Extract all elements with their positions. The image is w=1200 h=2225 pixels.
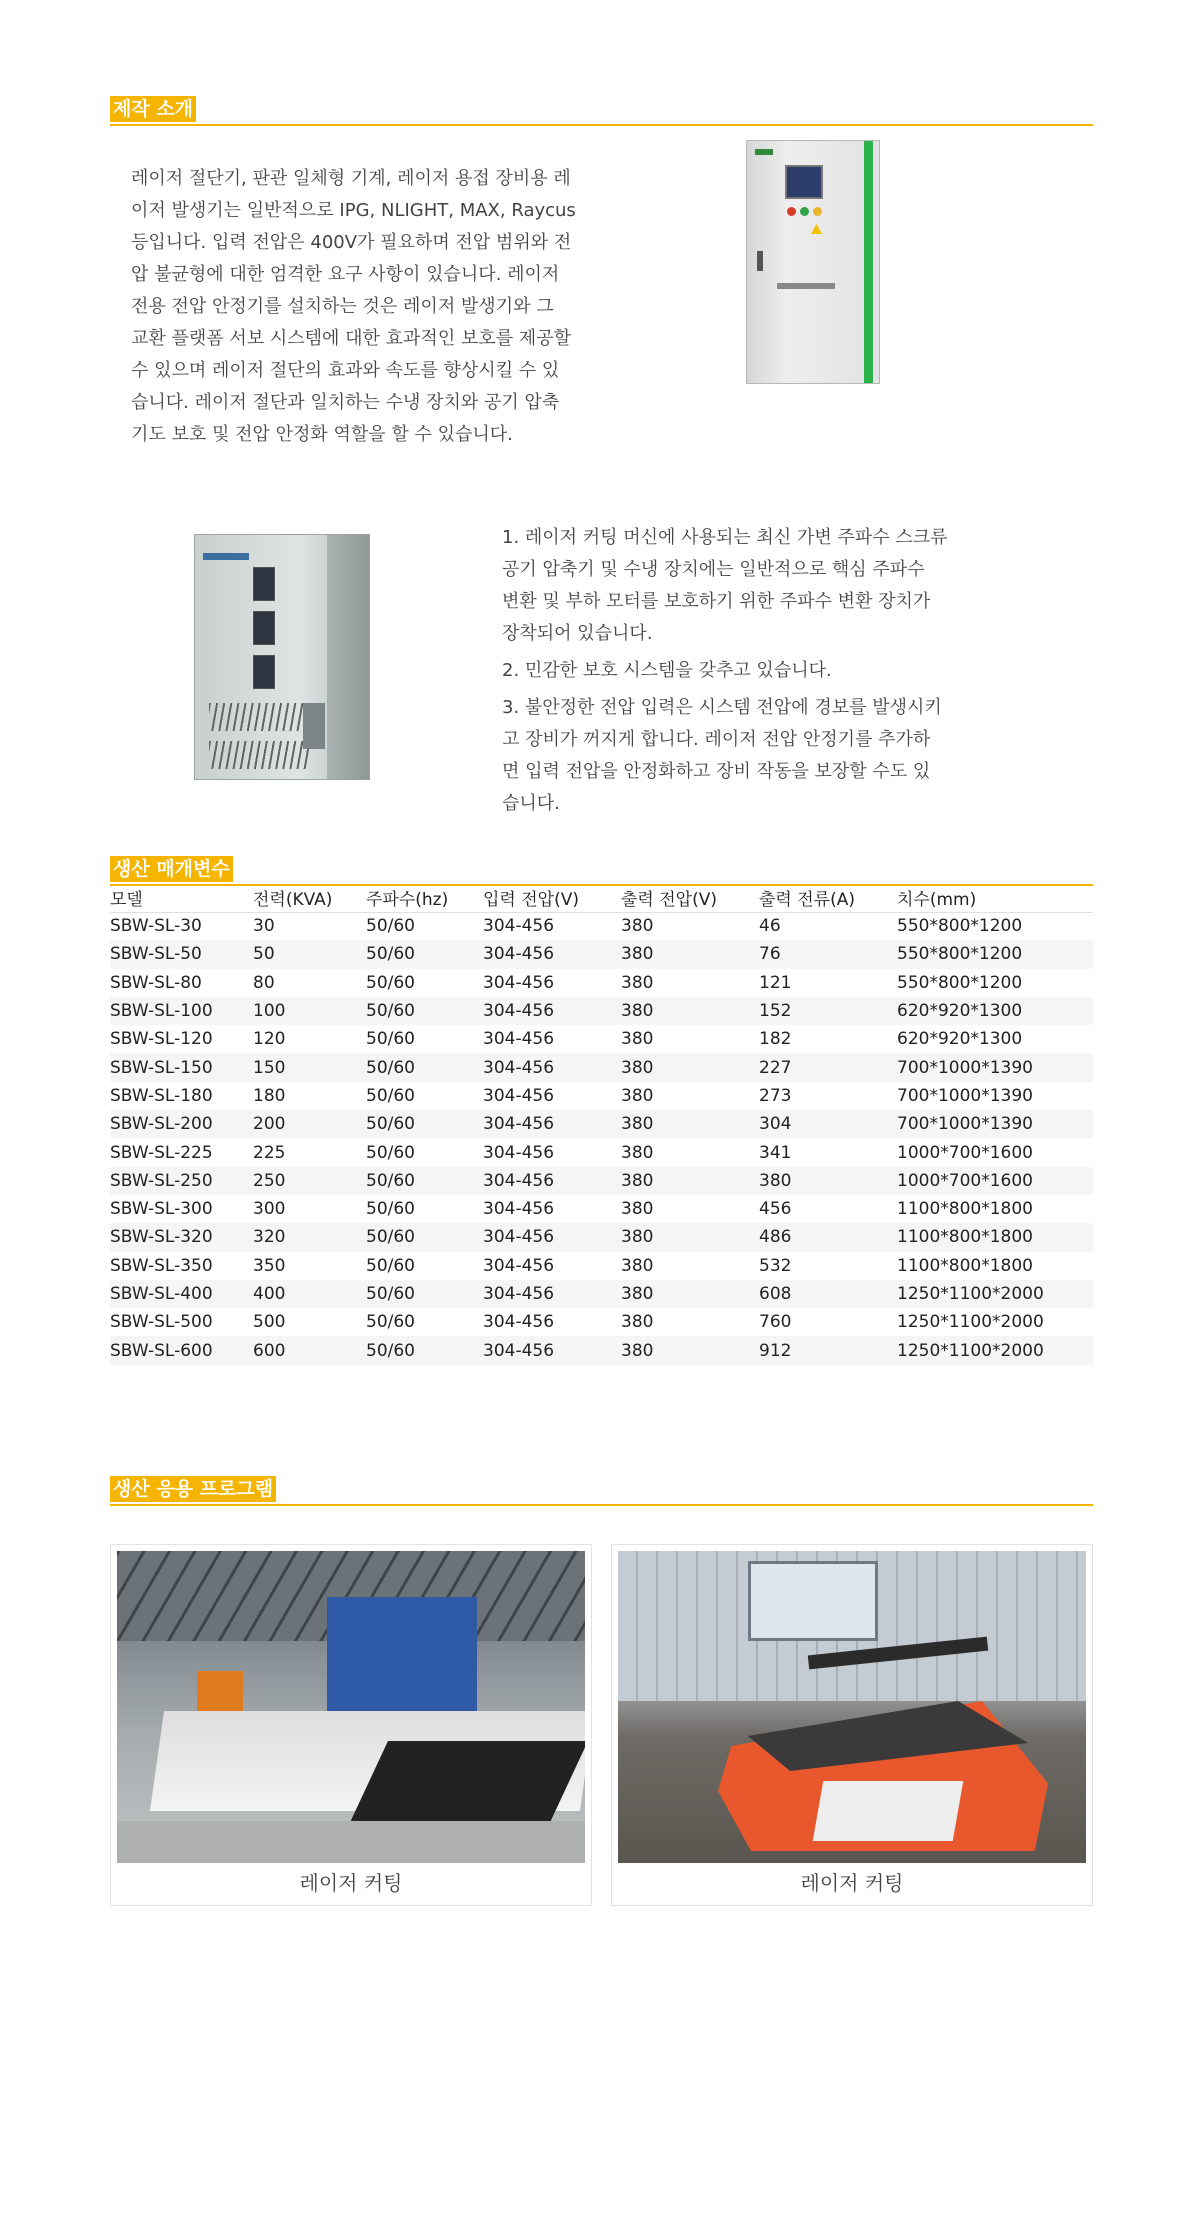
table-cell: 304-456: [483, 1167, 621, 1195]
table-row: [110, 1110, 1093, 1138]
table-cell: 46: [759, 916, 781, 937]
feature-item: 2. 민감한 보호 시스템을 갖추고 있습니다.: [502, 660, 832, 681]
intro-line: 교환 플랫폼 서보 시스템에 대한 효과적인 보호를 제공할: [131, 328, 571, 349]
table-cell: SBW-SL-100: [110, 997, 253, 1025]
table-cell: 1250*1100*2000: [897, 1336, 1093, 1364]
table-cell: 304-456: [483, 1085, 555, 1106]
column-header: 주파수(hz): [366, 884, 483, 912]
table-body: [110, 912, 1093, 1365]
yellow-indicator-icon: [813, 207, 822, 216]
table-cell: 50/60: [366, 1110, 483, 1138]
table-cell: 100: [253, 997, 366, 1025]
table-cell: 550*800*1200: [897, 916, 1023, 937]
table-cell: 273: [759, 1085, 792, 1106]
brand-logo-icon: [755, 149, 773, 155]
table-cell: 50/60: [366, 1223, 483, 1251]
table-cell: 1100*800*1800: [897, 1223, 1093, 1251]
applications-heading: 생산 응용 프로그램: [110, 1476, 276, 1502]
table-cell: 700*1000*1390: [897, 1085, 1033, 1106]
table-cell: SBW-SL-600: [110, 1336, 253, 1364]
table-cell: 380: [621, 1336, 759, 1364]
table-cell: 620*920*1300: [897, 1029, 1023, 1050]
feature-line: 습니다.: [502, 793, 560, 814]
table-cell: 50/60: [366, 1053, 483, 1081]
table-cell: 912: [759, 1336, 897, 1364]
green-indicator-icon: [800, 207, 809, 216]
features-list: [502, 522, 1002, 825]
table-cell: SBW-SL-225: [110, 1142, 213, 1163]
meter-icon: [253, 567, 275, 601]
table-cell: 380: [621, 1312, 654, 1333]
application-card: [611, 1544, 1093, 1906]
laser-cutting-photo: [117, 1551, 585, 1863]
table-cell: 50/60: [366, 1312, 415, 1333]
table-row: [110, 912, 1093, 940]
table-cell: SBW-SL-250: [110, 1167, 253, 1195]
table-cell: 550*800*1200: [897, 940, 1093, 968]
column-header: 치수(mm): [897, 884, 1093, 912]
table-cell: 1100*800*1800: [897, 1199, 1033, 1220]
table-cell: SBW-SL-350: [110, 1255, 213, 1276]
table-cell: SBW-SL-200: [110, 1110, 253, 1138]
intro-line: 이저 발생기는 일반적으로 IPG, NLIGHT, MAX, Raycus: [131, 200, 576, 221]
table-cell: 1250*1100*2000: [897, 1280, 1093, 1308]
column-header: 전력(KVA): [253, 884, 366, 912]
table-cell: 380: [621, 1029, 654, 1050]
table-cell: 227: [759, 1053, 897, 1081]
table-cell: 304-456: [483, 916, 555, 937]
table-cell: 304-456: [483, 972, 555, 993]
table-cell: 50/60: [366, 1199, 415, 1220]
cutting-bed-panel: [346, 1741, 585, 1831]
table-cell: SBW-SL-180: [110, 1085, 213, 1106]
table-cell: 486: [759, 1223, 897, 1251]
intro-line: 등입니다. 입력 전압은 400V가 필요하며 전압 범위와 전: [131, 232, 572, 253]
voltage-stabilizer-cabinet-image: [746, 140, 880, 384]
intro-heading: 제작 소개: [110, 96, 196, 122]
table-cell: 380: [621, 940, 759, 968]
table-cell: 380: [621, 1053, 759, 1081]
table-cell: 180: [253, 1085, 286, 1106]
table-cell: 50/60: [366, 1167, 483, 1195]
factory-floor: [117, 1821, 585, 1863]
table-row: [110, 1167, 1093, 1195]
table-cell: SBW-SL-30: [110, 916, 202, 937]
red-indicator-icon: [787, 207, 796, 216]
table-cell: 304-456: [483, 1223, 621, 1251]
table-cell: SBW-SL-500: [110, 1312, 213, 1333]
table-cell: 600: [253, 1336, 366, 1364]
table-cell: 700*1000*1390: [897, 1053, 1093, 1081]
stabilizer-cabinet-image: [194, 534, 370, 780]
intro-section-header: [110, 96, 1093, 126]
table-cell: 380: [621, 997, 759, 1025]
table-cell: 200: [253, 1110, 366, 1138]
table-cell: 304-456: [483, 1199, 555, 1220]
table-cell: 225: [253, 1142, 286, 1163]
table-row: [110, 1280, 1093, 1308]
feature-item: [502, 692, 1002, 820]
table-row: [110, 969, 1093, 997]
params-section-header: [110, 856, 1093, 886]
table-cell: 304-456: [483, 1110, 621, 1138]
table-cell: 1000*700*1600: [897, 1142, 1033, 1163]
table-cell: 320: [253, 1223, 366, 1251]
table-cell: 341: [759, 1142, 792, 1163]
application-caption: 레이저 커팅: [800, 1871, 904, 1895]
column-header: 모델: [110, 884, 253, 912]
machine-panel: [813, 1781, 964, 1841]
table-cell: 50/60: [366, 972, 415, 993]
feature-line: 공기 압축기 및 수냉 장치에는 일반적으로 핵심 주파수: [502, 559, 925, 580]
table-cell: 304-456: [483, 940, 621, 968]
table-cell: SBW-SL-400: [110, 1280, 253, 1308]
feature-line: 3. 불안정한 전압 입력은 시스템 전압에 경보를 발생시키: [502, 697, 942, 718]
table-cell: 250: [253, 1167, 366, 1195]
table-cell: 304-456: [483, 997, 621, 1025]
vent-grille-icon: [209, 703, 309, 731]
table-cell: 50/60: [366, 940, 483, 968]
vent-grille-icon: [209, 741, 309, 769]
table-cell: 500: [253, 1312, 286, 1333]
table-cell: 304-456: [483, 1255, 555, 1276]
meter-icon: [253, 655, 275, 689]
params-table: [110, 884, 1093, 1365]
table-row: [110, 1308, 1093, 1336]
table-cell: 760: [759, 1312, 792, 1333]
table-header-row: [110, 884, 1093, 912]
column-header: 입력 전압(V): [483, 884, 621, 912]
table-cell: 50/60: [366, 1085, 415, 1106]
application-card: [110, 1544, 592, 1906]
table-cell: 304-456: [483, 1280, 621, 1308]
table-cell: SBW-SL-50: [110, 940, 253, 968]
table-row: [110, 997, 1093, 1025]
table-cell: 380: [621, 1110, 759, 1138]
table-cell: 50/60: [366, 1029, 415, 1050]
table-cell: 50/60: [366, 1142, 415, 1163]
table-cell: 700*1000*1390: [897, 1110, 1093, 1138]
touch-screen-icon: [785, 165, 823, 199]
factory-window: [748, 1561, 878, 1641]
table-cell: 304-456: [483, 1312, 555, 1333]
table-cell: 182: [759, 1029, 792, 1050]
table-cell: 608: [759, 1280, 897, 1308]
intro-line: 레이저 절단기, 판관 일체형 기계, 레이저 용접 장비용 레: [131, 168, 571, 189]
table-cell: 380: [621, 1167, 759, 1195]
access-panel-icon: [303, 703, 325, 749]
laser-cutting-photo: [618, 1551, 1086, 1863]
table-cell: 380: [621, 1223, 759, 1251]
meter-icon: [253, 611, 275, 645]
table-cell: 304-456: [483, 1053, 621, 1081]
table-cell: 350: [253, 1255, 286, 1276]
table-cell: 1000*700*1600: [897, 1167, 1093, 1195]
machine-housing: [327, 1597, 477, 1727]
table-cell: 400: [253, 1280, 366, 1308]
table-row: [110, 1025, 1093, 1053]
table-cell: 1250*1100*2000: [897, 1312, 1044, 1333]
table-cell: 150: [253, 1053, 366, 1081]
door-handle-icon: [757, 251, 763, 271]
table-cell: 50/60: [366, 997, 483, 1025]
table-cell: SBW-SL-120: [110, 1029, 213, 1050]
table-cell: SBW-SL-80: [110, 972, 202, 993]
table-cell: 152: [759, 997, 897, 1025]
table-cell: 50/60: [366, 1280, 483, 1308]
column-header: 출력 전압(V): [621, 884, 759, 912]
table-cell: 1100*800*1800: [897, 1255, 1033, 1276]
table-cell: 80: [253, 972, 275, 993]
table-cell: SBW-SL-150: [110, 1053, 253, 1081]
table-cell: 380: [759, 1167, 897, 1195]
table-cell: 50/60: [366, 1255, 415, 1276]
applications-section-header: [110, 1476, 1093, 1506]
table-cell: 380: [621, 1142, 654, 1163]
table-cell: 50/60: [366, 1336, 483, 1364]
application-caption: 레이저 커팅: [299, 1871, 403, 1895]
feature-item: [502, 522, 1002, 650]
table-cell: 300: [253, 1199, 286, 1220]
table-cell: 380: [621, 1255, 654, 1276]
table-cell: 380: [621, 916, 654, 937]
intro-line: 압 불균형에 대한 엄격한 요구 사항이 있습니다. 레이저: [131, 264, 560, 285]
intro-line: 기도 보호 및 전압 안정화 역할을 할 수 있습니다.: [131, 424, 513, 445]
green-strip: [864, 141, 873, 383]
table-row: [110, 1053, 1093, 1081]
table-cell: 304-456: [483, 1029, 555, 1050]
nameplate-icon: [777, 283, 835, 289]
table-cell: 120: [253, 1029, 286, 1050]
intro-line: 전용 전압 안정기를 설치하는 것은 레이저 발생기와 그: [131, 296, 554, 317]
table-cell: 380: [621, 972, 654, 993]
brand-logo-icon: [203, 553, 249, 560]
table-cell: 50: [253, 940, 366, 968]
table-cell: 304-456: [483, 1336, 621, 1364]
table-cell: 50/60: [366, 916, 415, 937]
table-cell: 620*920*1300: [897, 997, 1093, 1025]
table-row: [110, 1252, 1093, 1280]
feature-line: 고 장비가 꺼지게 합니다. 레이저 전압 안정기를 추가하: [502, 729, 931, 750]
params-heading: 생산 매개변수: [110, 856, 233, 882]
table-cell: 304: [759, 1110, 897, 1138]
table-cell: 380: [621, 1085, 654, 1106]
table-cell: 456: [759, 1199, 792, 1220]
table-cell: 121: [759, 972, 792, 993]
table-row: [110, 1336, 1093, 1364]
feature-line: 장착되어 있습니다.: [502, 623, 653, 644]
intro-line: 습니다. 레이저 절단과 일치하는 수냉 장치와 공기 압축: [131, 392, 560, 413]
table-row: [110, 940, 1093, 968]
table-row: [110, 1138, 1093, 1166]
table-row: [110, 1223, 1093, 1251]
table-cell: 304-456: [483, 1142, 555, 1163]
table-cell: SBW-SL-320: [110, 1223, 253, 1251]
table-cell: 76: [759, 940, 897, 968]
table-row: [110, 1082, 1093, 1110]
table-cell: 30: [253, 916, 275, 937]
column-header: 출력 전류(A): [759, 884, 897, 912]
warning-icon: [811, 224, 822, 234]
feature-line: 변환 및 부하 모터를 보호하기 위한 주파수 변환 장치가: [502, 591, 931, 612]
cabinet-side: [327, 535, 369, 779]
table-cell: SBW-SL-300: [110, 1199, 213, 1220]
table-cell: 380: [621, 1199, 654, 1220]
feature-line: 면 입력 전압을 안정화하고 장비 작동을 보장할 수도 있: [502, 761, 931, 782]
table-cell: 532: [759, 1255, 792, 1276]
intro-line: 수 있으며 레이저 절단의 효과와 속도를 향상시킬 수 있: [131, 360, 560, 381]
feature-line: 1. 레이저 커팅 머신에 사용되는 최신 가변 주파수 스크류: [502, 527, 948, 548]
table-cell: 380: [621, 1280, 759, 1308]
table-row: [110, 1195, 1093, 1223]
table-cell: 550*800*1200: [897, 972, 1023, 993]
intro-paragraph: [131, 163, 631, 451]
